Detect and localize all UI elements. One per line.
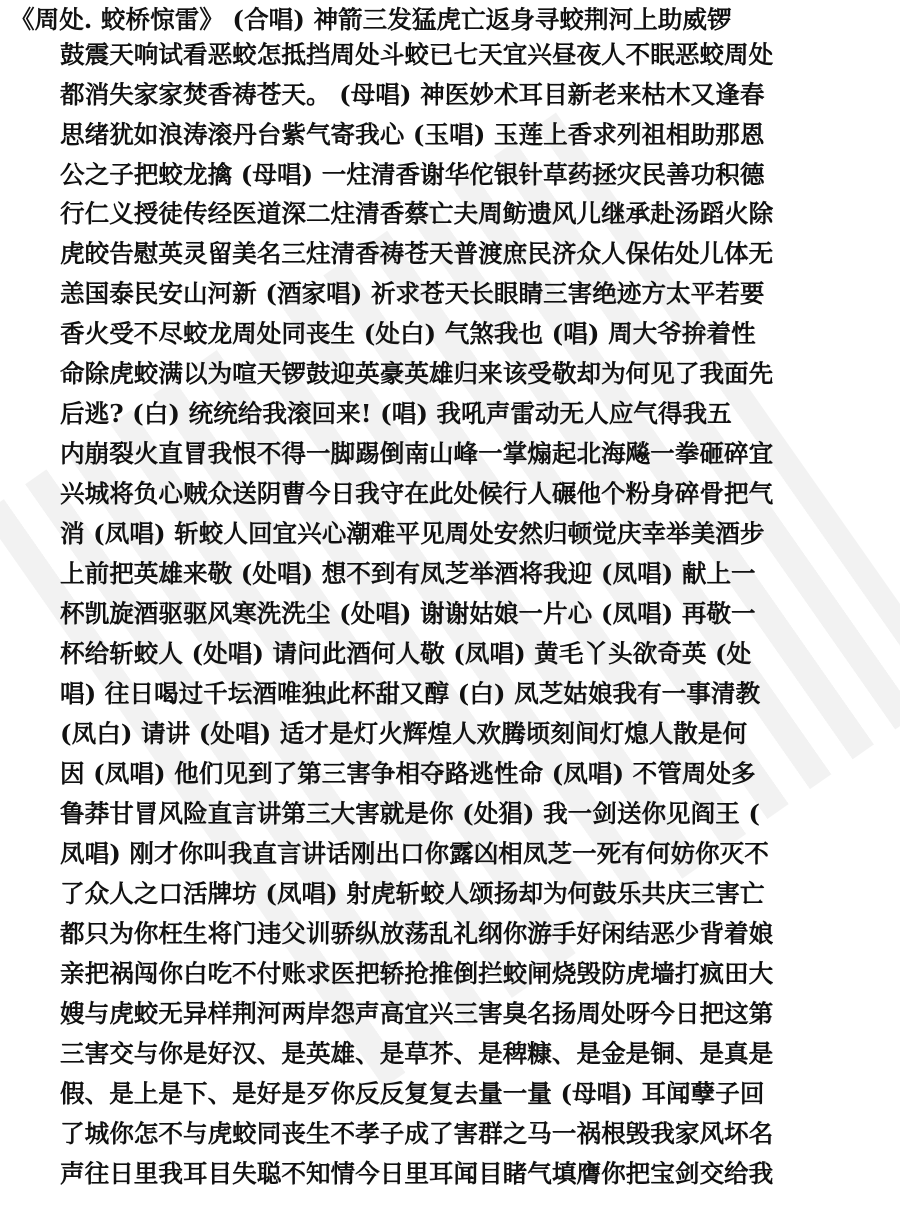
text-line: 行仁义授徒传经医道深二炷清香蔡亡夫周鲂遗风儿继承赴汤蹈火除 <box>60 199 774 228</box>
text-line: 都只为你枉生将门违父训骄纵放荡乱礼纲你游手好闲结恶少背着娘 <box>60 919 774 948</box>
text-line: 恙国泰民安山河新 (酒家唱) 祈求苍天长眼睛三害绝迹方太平若要 <box>60 279 765 308</box>
text-line: 假、是上是下、是好是歹你反反复复去量一量 (母唱) 耳闻孽子回 <box>60 1079 765 1108</box>
text-line: 思绪犹如浪涛滚丹台紫气寄我心 (玉唱) 玉莲上香求列祖相助那恩 <box>60 120 765 149</box>
text-line: 三害交与你是好汉、是英雄、是草芥、是稗糠、是金是铜、是真是 <box>60 1039 774 1068</box>
text-line: 亲把祸闯你白吃不付账求医把轿抢推倒拦蛟闸烧毁防虎墙打疯田大 <box>60 959 774 988</box>
text-line: 了众人之口活牌坊 (凤唱) 射虎斩蛟人颂扬却为何鼓乐共庆三害亡 <box>60 879 765 908</box>
text-line: 消 (凤唱) 斩蛟人回宜兴心潮难平见周处安然归顿觉庆幸举美酒步 <box>60 519 765 548</box>
text-line: 公之子把蛟龙擒 (母唱) 一炷清香谢华佗银针草药拯灾民善功积德 <box>60 160 765 189</box>
text-line: 鲁莽甘冒风险直言讲第三大害就是你 (处猖) 我一剑送你见阎王 ( <box>60 799 761 828</box>
text-line: (凤白) 请讲 (处唱) 适才是灯火辉煌人欢腾顷刻间灯熄人散是何 <box>60 719 748 748</box>
text-line: 凤唱) 刚才你叫我直言讲话刚出口你露凶相凤芝一死有何妨你灭不 <box>60 839 769 868</box>
text-line: 命除虎蛟满以为喧天锣鼓迎英豪英雄归来该受敬却为何见了我面先 <box>60 359 774 388</box>
text-line: 杯给斩蛟人 (处唱) 请问此酒何人敬 (凤唱) 黄毛丫头欲奇英 (处 <box>60 639 752 668</box>
text-line: 虎皎告慰英灵留美名三炷清香祷苍天普渡庶民济众人保佑处儿体无 <box>60 239 774 268</box>
text-line: 兴城将负心贼众送阴曹今日我守在此处候行人碾他个粉身碎骨把气 <box>60 479 774 508</box>
text-line: 鼓震天响试看恶蛟怎抵挡周处斗蛟已七天宜兴昼夜人不眠恶蛟周处 <box>60 40 774 69</box>
text-line: 杯凯旋酒驱驱风寒洗洗尘 (处唱) 谢谢姑娘一片心 (凤唱) 再敬一 <box>60 599 756 628</box>
text-line: 唱) 往日喝过千坛酒唯独此杯甜又醇 (白) 凤芝姑娘我有一事清教 <box>60 679 761 708</box>
text-line: 《周处. 蛟桥惊雷》 (合唱) 神箭三发猛虎亡返身寻蛟荆河上助威锣 <box>10 5 732 34</box>
text-line: 上前把英雄来敬 (处唱) 想不到有凤芝举酒将我迎 (凤唱) 献上一 <box>60 559 756 588</box>
text-line: 后逃? (白) 统统给我滚回来! (唱) 我吼声雷动无人应气得我五 <box>60 399 732 428</box>
text-line: 香火受不尽蛟龙周处同丧生 (处白) 气煞我也 (唱) 周大爷拚着性 <box>60 319 756 348</box>
text-line: 因 (凤唱) 他们见到了第三害争相夺路逃性命 (凤唱) 不管周处多 <box>60 759 756 788</box>
text-line: 嫂与虎蛟无异样荆河两岸怨声高宜兴三害臭名扬周处呀今日把这第 <box>60 999 774 1028</box>
text-line: 声往日里我耳目失聪不知情今日里耳闻目睹气填膺你把宝剑交给我 <box>60 1159 774 1188</box>
text-line: 了城你怎不与虎蛟同丧生不孝子成了害群之马一祸根毁我家风坏名 <box>60 1119 774 1148</box>
text-line: 内崩裂火直冒我恨不得一脚踢倒南山峰一掌煽起北海飚一拳砸碎宜 <box>60 439 774 468</box>
text-line: 都消失家家焚香祷苍天。 (母唱) 神医妙术耳目新老来枯木又逢春 <box>60 80 765 109</box>
